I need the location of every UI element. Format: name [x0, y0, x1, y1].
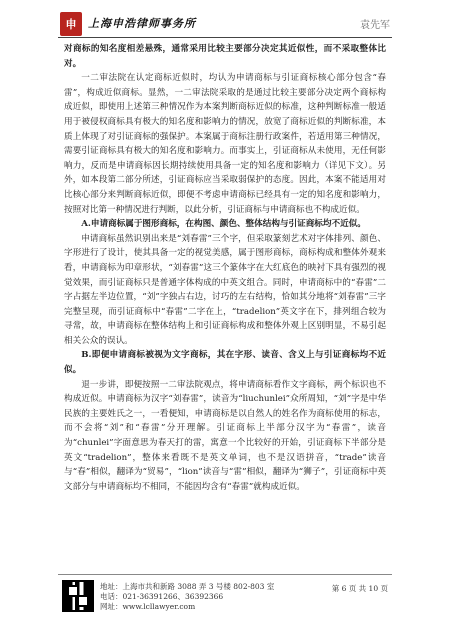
footer-address: 地址：上海市共和新路 3088 弄 3 号楼 802-803 室: [100, 582, 275, 591]
footer-phone: 电话：021-36391266、36392366: [100, 592, 224, 601]
paragraph: 对商标的知名度相差悬殊，通常采用比较主要部分决定其近似性，而不采取整体比对。: [64, 44, 386, 69]
paragraph: 退一步讲，即便按照一二审法院观点，将申请商标看作文字商标，两个标识也不构成近似。申请商标为汉字“刘春雷”，读音为“liuchunlei”众所周知，“刘”字是中华民族的主要姓氏之一，一看便知，申请商标是以自然人的姓名作为商标使用的标志，而不会将“刘”和“春雷”分开理解。引证商标上半部分汉字为“春雷”，读音为“chunlei”字面意思为春天打的雷，寓意一个比较好的开始，引证商标下半部分是英文“tradelion”，整体来看既不是英文单词，也不是汉语拼音，“trade”读音与“春”相似，翻译为“贸易”，“lion”读音与“雷”相似，翻译为“狮子”，引证商标中英文部分与申请商标均不相同，不能因均含有“春雷”就构成近似。: [64, 379, 386, 492]
section-heading-b: B.即便申请商标被视为文字商标，其在字形、读音、含义上与引证商标均不近似。: [64, 350, 386, 376]
header-divider: [58, 37, 392, 38]
page-number: 第 6 页 共 10 页: [331, 584, 388, 593]
paragraph: 申请商标虽然识别出来是“刘春雷”三个字，但采取篆刻艺术对字体排列、颜色、字形进行了设计，使其具备一定的视觉美感，属于图形商标，商标构成和整体外观来看，申请商标为印章形状，“刘春雷”这三个篆体字在大红底色的映衬下具有强烈的视觉效果，而引证商标只是普通字体构成的中英文组合。同时，申请商标中的“春雷”二字占据左半边位置，“刘”字独占右边，讨巧的左右结构，恰如其分地将“刘春雷”三字完整呈现，而引证商标中“春雷”二字在上，“tradelion”英文字在下，排列组合较为寻常，故，申请商标在整体结构上和引证商标构成和整体外观上区别明显，不易引起相关公众的误认。: [64, 233, 386, 346]
firm-name: 上海申浩律师事务所: [88, 17, 196, 30]
header-author: 袁先军: [360, 20, 390, 31]
section-heading-a: A.申请商标属于图形商标，在构图、颜色、整体结构与引证商标均不近似。: [81, 219, 366, 230]
firm-logo-seal: 申: [60, 12, 82, 36]
document-body: [64, 42, 386, 494]
footer-website: 网址：www.lcllawyer.com: [100, 602, 196, 611]
paragraph: 一二审法院在认定商标近似时，均认为申请商标与引证商标核心部分包含“春雷”，构成近似商标。显然，一二审法院采取的是通过比较主要部分决定两个商标构成近似，即使用上述第三种情况作为本案判断商标近似的标准，这种判断标准一般适用于被侵权商标具有极大的知名度和影响力的情况，放宽了商标近似的判断标准，本质上体现了对引证商标的强保护。本案属于商标注册行政案件，若适用第三种情况，需要引证商标具有极大的知名度和影响力。而事实上，引证商标从未使用，无任何影响力，反而是申请商标因长期持续使用具备一定的知名度和影响力（详见下文）。另外，如本段第二部分所述，引证商标应当采取弱保护的态度。因此，本案不能适用对比核心部分来判断商标近似，即便不考虑申请商标已经具有一定的知名度和影响力，按照对比第一种情况进行判断，以此分析，引证商标与申请商标也不构成近似。: [64, 73, 386, 215]
page-header: [0, 0, 450, 42]
footer-divider: [58, 574, 392, 575]
footer-contact: [100, 582, 274, 612]
qr-code-icon: [62, 580, 94, 612]
